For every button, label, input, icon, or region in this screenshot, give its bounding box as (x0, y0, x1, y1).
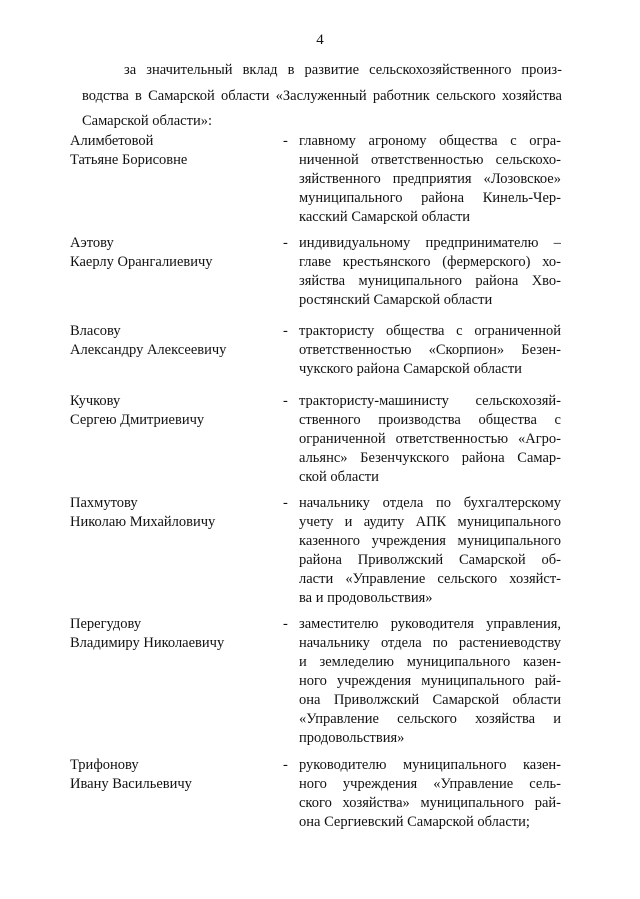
position-line: ответственностью «Скорпион» Безен- (299, 342, 561, 358)
position-line: ного учреждения муниципального рай- (299, 673, 561, 689)
dash-separator: - (283, 616, 288, 632)
dash-separator: - (283, 757, 288, 773)
position-line: ласти «Управление сельского хозяйст- (299, 571, 561, 587)
intro-line: за значительный вклад в развитие сельскохозяйственного произ- (124, 62, 562, 78)
page-number: 4 (316, 32, 324, 48)
recipient-surname: Трифонову (70, 757, 139, 773)
recipient-position (299, 756, 561, 832)
recipient-name (70, 756, 270, 794)
position-line: ограниченной ответственностью «Агро- (299, 431, 561, 447)
position-line: главному агроному общества с огра- (299, 133, 561, 149)
intro-line: Самарской области»: (82, 113, 212, 129)
dash-separator: - (283, 495, 288, 511)
position-line: ва и продовольствия» (299, 590, 433, 606)
position-line: начальнику отдела по растениеводству (299, 635, 561, 651)
position-line: ского хозяйства» муниципального рай- (299, 795, 561, 811)
recipient-position (299, 132, 561, 227)
recipient-surname: Власову (70, 323, 121, 339)
position-line: ниченной ответственностью сельскохо- (299, 152, 561, 168)
position-line: «Управление сельского хозяйства и (299, 711, 561, 727)
recipient-name (70, 322, 270, 360)
recipient-given-name: Татьяне Борисовне (70, 152, 188, 168)
position-line: чукского района Самарской области (299, 361, 522, 377)
recipient-position (299, 494, 561, 608)
intro-paragraph (82, 58, 562, 135)
recipient-name (70, 234, 270, 272)
recipient-surname: Кучкову (70, 393, 121, 409)
position-line: заместителю руководителя управления, (299, 616, 561, 632)
position-line: она Приволжский Самарской области (299, 692, 561, 708)
intro-line: водства в Самарской области «Заслуженный работник сельского хозяйства (82, 87, 562, 104)
position-line: зяйственного предприятия «Лозовское» (299, 171, 561, 187)
position-line: начальнику отдела по бухгалтерскому (299, 495, 561, 511)
recipient-name (70, 132, 270, 170)
position-line: руководителю муниципального казен- (299, 757, 561, 773)
recipient-given-name: Ивану Васильевичу (70, 776, 192, 792)
recipient-surname: Перегудову (70, 616, 142, 632)
recipient-surname: Пахмутову (70, 495, 138, 511)
recipient-position (299, 322, 561, 379)
position-line: она Сергиевский Самарской области; (299, 814, 530, 830)
position-line: казенного учреждения муниципального (299, 533, 561, 549)
recipient-given-name: Каерлу Орангалиевичу (70, 254, 213, 270)
position-line: трактористу общества с ограниченной (299, 323, 561, 339)
position-line: ственного производства общества с (299, 412, 561, 428)
position-line: альянс» Безенчукского района Самар- (299, 450, 561, 466)
recipient-given-name: Александру Алексеевичу (70, 342, 227, 358)
recipient-name (70, 494, 270, 532)
position-line: зяйства муниципального района Хво- (299, 273, 561, 289)
recipient-position (299, 615, 561, 748)
recipient-given-name: Владимиру Николаевичу (70, 635, 225, 651)
position-line: учету и аудиту АПК муниципального (299, 514, 561, 530)
position-line: муниципального района Кинель-Чер- (299, 190, 561, 206)
recipient-given-name: Николаю Михайловичу (70, 514, 216, 530)
dash-separator: - (283, 133, 288, 149)
recipient-surname: Аэтову (70, 235, 114, 251)
dash-separator: - (283, 235, 288, 251)
position-line: касский Самарской области (299, 209, 471, 225)
position-line: и земледелию муниципального казен- (299, 654, 561, 670)
recipient-position (299, 392, 561, 487)
dash-separator: - (283, 323, 288, 339)
position-line: ного учреждения «Управление сель- (299, 776, 561, 792)
position-line: индивидуальному предпринимателю – (299, 235, 561, 251)
recipient-name (70, 615, 270, 653)
position-line: района Приволжский Самарской об- (299, 552, 561, 568)
recipient-given-name: Сергею Дмитриевичу (70, 412, 205, 428)
position-line: трактористу-машинисту сельскохозяй- (299, 393, 561, 409)
position-line: ской области (299, 469, 379, 485)
position-line: ростянский Самарской области (299, 292, 493, 308)
recipient-surname: Алимбетовой (70, 133, 154, 149)
recipient-name (70, 392, 270, 430)
dash-separator: - (283, 393, 288, 409)
position-line: продовольствия» (299, 730, 405, 746)
recipient-position (299, 234, 561, 310)
position-line: главе крестьянского (фермерского) хо- (299, 254, 561, 270)
